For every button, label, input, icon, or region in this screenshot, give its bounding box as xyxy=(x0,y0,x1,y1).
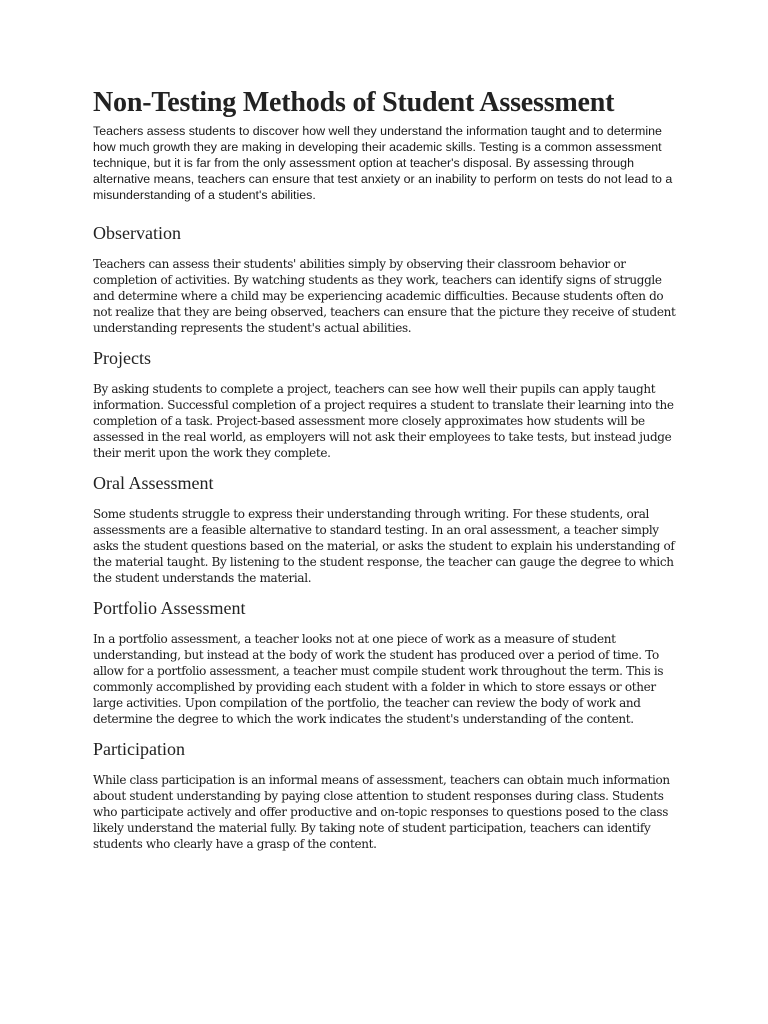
section-heading-oral-assessment: Oral Assessment xyxy=(93,473,214,493)
section-body-portfolio-assessment: In a portfolio assessment, a teacher looks not at one piece of work as a measure of student understanding, but instead at the body of work the student has produced over a period of time. To allow for a portfolio assessment, a teacher must compile student work throughout the term. This is commonly accomplished by providing each student with a folder in which to store essays or other large activities. Upon compilation of the portfolio, the teacher can review the body of work and determine the degree to which the work indicates the student's understanding of the content. xyxy=(93,632,664,726)
section-oral-assessment xyxy=(93,472,681,586)
section-projects xyxy=(93,347,681,461)
section-body-participation: While class participation is an informal means of assessment, teachers can obtain much information about student understanding by paying close attention to student responses during class. Students who participate actively and offer productive and on-topic responses to questions posed to the class likely understand the material fully. By taking note of student participation, teachers can identify students who clearly have a grasp of the content. xyxy=(93,773,670,851)
section-heading-participation: Participation xyxy=(93,739,185,759)
section-body-oral-assessment: Some students struggle to express their understanding through writing. For these students, oral assessments are a feasible alternative to standard testing. In an oral assessment, a teacher simply asks the student questions based on the material, or asks the student to explain his understanding of the material taught. By listening to the student response, the teacher can gauge the degree to which the student understands the material. xyxy=(93,507,675,585)
section-body-projects: By asking students to complete a project, teachers can see how well their pupils can apply taught information. Successful completion of a project requires a student to translate their learning into the completion of a task. Project-based assessment more closely approximates how students will be assessed in the real world, as employers will not ask their employees to take tests, but instead judge their merit upon the work they complete. xyxy=(93,382,674,460)
section-heading-projects: Projects xyxy=(93,348,151,368)
section-participation xyxy=(93,738,681,852)
section-heading-observation: Observation xyxy=(93,223,181,243)
section-portfolio-assessment xyxy=(93,597,681,727)
intro-paragraph: Teachers assess students to discover how well they understand the information taught and to determine how much growth they are making in developing their academic skills. Testing is a common assessment technique, but it is far from the only assessment option at teacher's disposal. By assessing through alternative means, teachers can ensure that test anxiety or an inability to perform on tests do not lead to a misunderstanding of a student's abilities. xyxy=(93,124,673,202)
section-heading-portfolio-assessment: Portfolio Assessment xyxy=(93,598,246,618)
section-observation xyxy=(93,222,681,336)
section-body-observation: Teachers can assess their students' abilities simply by observing their classroom behavior or completion of activities. By watching students as they work, teachers can identify signs of struggle and determine where a child may be experiencing academic difficulties. Because students often do not realize that they are being observed, teachers can ensure that the picture they receive of student understanding represents the student's actual abilities. xyxy=(93,257,676,335)
document-title: Non-Testing Methods of Student Assessment xyxy=(93,87,615,118)
document-page xyxy=(93,86,681,852)
